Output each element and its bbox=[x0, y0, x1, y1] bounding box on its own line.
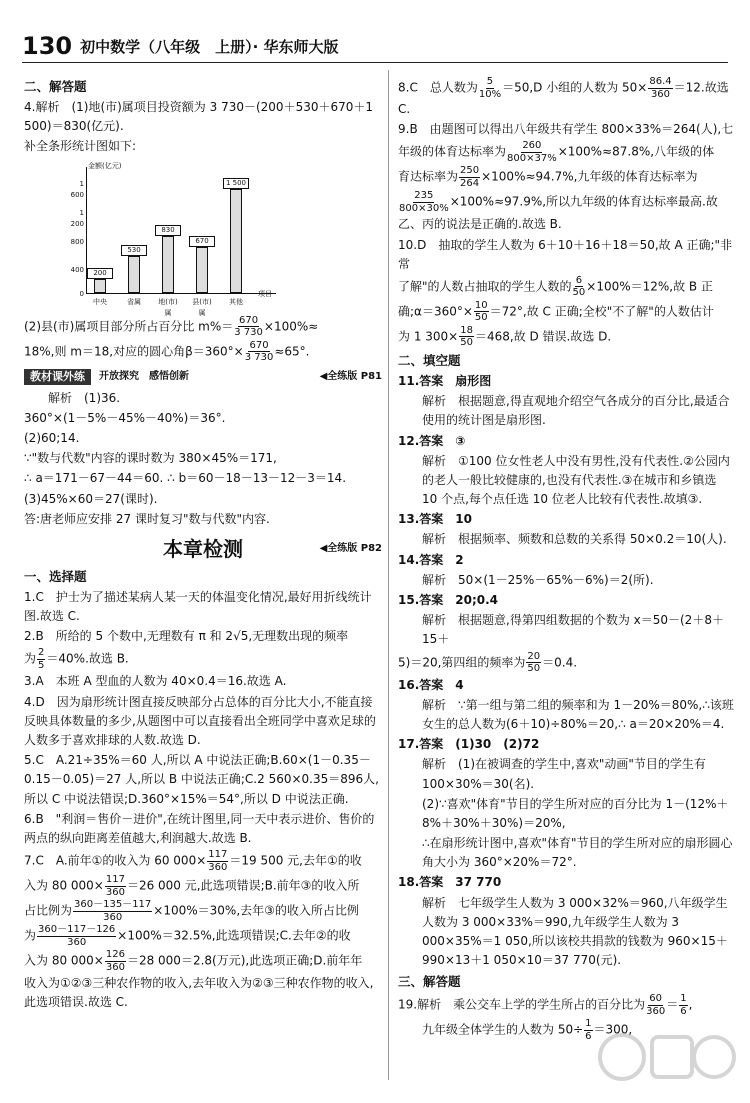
fraction: $\frac{18}{50}$ bbox=[460, 324, 473, 349]
q16-answer: 16.答案 4 bbox=[398, 677, 464, 692]
q4-chart-intro: 补全条形统计图如下: bbox=[24, 139, 137, 154]
banner-text: 开放探究 感悟创新 bbox=[99, 370, 189, 382]
q17-explain: ∴在扇形统计图中,喜欢"体育"节目的学生所对应的扇形圆心角大小为 360°×20%＝72°. bbox=[422, 836, 733, 870]
q13-answer: 13.答案 10 bbox=[398, 512, 472, 527]
q17-answer: 17.答案 (1)30 (2)72 bbox=[398, 737, 540, 752]
fraction: $\frac{5}{10\%}$ bbox=[478, 76, 502, 100]
fraction: $\frac{10}{50}$ bbox=[474, 299, 488, 324]
y-tick: 1 600 bbox=[70, 179, 84, 199]
q7-line3: 占比例为 $\frac{360-135-117}{360}$ ×100%＝30%,去年③的收入所占比例 bbox=[24, 899, 359, 923]
chart-bar bbox=[162, 236, 174, 293]
page-header bbox=[22, 30, 732, 60]
bar-chart bbox=[64, 161, 284, 317]
section-heading: 二、解答题 bbox=[24, 79, 87, 94]
q13-explain: 解析 根据频率、频数和总数的关系得 50×0.2＝10(人). bbox=[422, 532, 727, 547]
x-tick-label: 其他 bbox=[229, 297, 243, 306]
bar-value-label: 1 500 bbox=[223, 178, 249, 189]
watermark-logo bbox=[592, 1027, 742, 1097]
book-title: 初中数学（八年级 上册）· 华东师大版 bbox=[80, 38, 339, 56]
q6: 6.B "利润＝售价－进价",在统计图里,同一天中表示进价、售价的两点的纵向距离差值越大,利润越大.故选 B. bbox=[24, 811, 375, 845]
section-heading: 二、填空题 bbox=[398, 352, 461, 368]
fraction: $\frac{1}{6}$ bbox=[680, 993, 687, 1017]
q12-answer: 12.答案 ③ bbox=[398, 433, 466, 448]
banner-ref: ◀全练版 P81 bbox=[319, 370, 382, 382]
fraction: $\frac{235}{800\times 30\%}$ bbox=[399, 190, 449, 214]
y-tick: 400 bbox=[70, 265, 84, 274]
q14-explain: 解析 50×(1－25%－65%－6%)＝2(所). bbox=[422, 572, 654, 587]
chapter-title: 本章检测 ◀全练版 P82 bbox=[163, 536, 382, 561]
chart-bar bbox=[196, 247, 208, 293]
x-tick-label: 省属 bbox=[127, 297, 141, 306]
answer-line: ∴ a＝171－67－44＝60. ∴ b＝60－18－13－12－3＝14. bbox=[24, 471, 347, 486]
q19-line2: 九年级全体学生的人数为 50÷ $\frac{1}{6}$ ＝300, bbox=[422, 1018, 633, 1042]
fraction: $\frac{6}{50}$ bbox=[572, 274, 586, 299]
fraction: $\frac{60}{360}$ bbox=[646, 993, 666, 1017]
q2: 2.B 所给的 5 个数中,无理数有 π 和 2√5,无理数出现的频率 bbox=[24, 629, 349, 644]
q17-explain: 解析 (1)在被调查的学生中,喜欢"动画"节目的学生有 100×30%＝30(名). bbox=[422, 757, 706, 791]
q4-part2: (2)县(市)属项目部分所占百分比 m%＝ $\frac{670}{3 730}$ ×100%≈ bbox=[24, 314, 319, 339]
q11-answer: 11.答案 扇形图 bbox=[398, 373, 492, 388]
q5: 5.C A.21÷35%＝60 人,所以 A 中说法正确;B.60×(1－0.35－0.15－0.05)＝27 人,所以 B 中说法正确;C.2 560×0.35＝896人,所以 C 中说法错误;D.360°×15%＝54°,所以 D 中说法正确. bbox=[24, 753, 379, 806]
fraction: $\frac{117}{360}$ bbox=[208, 849, 228, 873]
section-heading: 三、解答题 bbox=[398, 974, 461, 990]
q9-line1: 9.B 由题图可以得出八年级共有学生 800×33%＝264(人),七 bbox=[398, 122, 734, 137]
q4-part3: 18%,则 m＝18,对应的圆心角β＝360°× $\frac{670}{3 730}$ ≈65°. bbox=[24, 339, 310, 364]
chart-ylabel: 金额(亿元) bbox=[88, 161, 122, 170]
q8: 8.C 总人数为 $\frac{5}{10\%}$ ＝50,D 小组的人数为 50× $\frac{86.4}{360}$ ＝12.故选 C. bbox=[398, 76, 729, 116]
fraction: $\frac{250}{264}$ bbox=[460, 165, 480, 189]
banner-tag: 教材课外练 bbox=[24, 369, 91, 385]
chart-bar bbox=[230, 189, 242, 292]
x-tick-label: 中央 bbox=[93, 297, 107, 306]
fraction: $\frac{2}{5}$ bbox=[38, 647, 45, 671]
fraction: $\frac{86.4}{360}$ bbox=[649, 76, 672, 100]
q14-answer: 14.答案 2 bbox=[398, 552, 464, 567]
q7-line2: 入为 80 000× $\frac{117}{360}$ ＝26 000 元,此选项错误;B.前年③的收入所 bbox=[24, 874, 360, 898]
page-number: 130 bbox=[22, 32, 73, 60]
q4: 4.D 因为扇形统计图直接反映部分占总体的百分比大小,不能直接反映具体数量的多少,从题图中可以直接看出全班同学中喜欢足球的人数多于喜欢排球的人数.故选 D. bbox=[24, 694, 376, 747]
answer-line: (3)45%×60＝27(课时). bbox=[24, 491, 158, 506]
y-tick: 1 200 bbox=[70, 208, 84, 228]
y-tick: 800 bbox=[70, 237, 84, 246]
fraction: $\frac{117}{360}$ bbox=[105, 874, 125, 898]
bar-value-label: 530 bbox=[121, 245, 147, 256]
q7-line6: 收入为①②③三种农作物的收入,去年收入为②③三种农作物的收入,此选项错误.故选 C. bbox=[24, 976, 374, 1010]
section-heading: 一、选择题 bbox=[24, 568, 87, 584]
x-tick-label: 县(市)属 bbox=[192, 297, 212, 317]
q4-part1: 4.解析 (1)地(市)属项目投资额为 3 730－(200＋530＋670＋1 500)＝830(亿元). bbox=[24, 100, 374, 134]
fraction: $\frac{670}{3 730}$ bbox=[234, 314, 263, 339]
q9-line3: 育达标率为 $\frac{250}{264}$ ×100%≈94.7%,九年级的体育达标率为 bbox=[398, 165, 698, 189]
q15-answer: 15.答案 20;0.4 bbox=[398, 593, 499, 607]
fraction: $\frac{360-117-126}{360}$ bbox=[38, 924, 116, 948]
q2-cont: 为 $\frac{2}{5}$ ＝40%.故选 B. bbox=[24, 647, 129, 671]
header-rule bbox=[22, 62, 728, 63]
q15-explain-cont: 5)＝20,第四组的频率为 $\frac{20}{50}$ ＝0.4. bbox=[398, 650, 578, 675]
right-column bbox=[398, 75, 734, 1042]
q18-explain: 解析 七年级学生人数为 3 000×32%＝960,八年级学生人数为 3 000×33%＝990,九年级学生人数为 3 000×35%＝1 050,所以该校共捐款的钱数为 960×15＋990×13＋1 050×10＝37 770(元). bbox=[422, 895, 728, 968]
q15-explain: 解析 根据题意,得第四组数据的个数为 x＝50－(2＋8＋15＋ bbox=[422, 613, 724, 647]
q10-line4: 为 1 300× $\frac{18}{50}$ ＝468,故 D 错误.故选 D. bbox=[398, 324, 612, 349]
fraction: $\frac{260}{800\times 37\%}$ bbox=[507, 140, 557, 164]
fraction: $\frac{670}{3 730}$ bbox=[244, 339, 274, 364]
fraction: $\frac{20}{50}$ bbox=[527, 650, 541, 675]
q7-line1: 7.C A.前年①的收入为 60 000× $\frac{117}{360}$ ＝19 500 元,去年①的收 bbox=[24, 849, 362, 873]
q9-line4: $\frac{235}{800\times 30\%}$ ×100%≈97.9%,所以九年级的体育达标率最高.故 bbox=[399, 190, 718, 214]
q1: 1.C 护士为了描述某病人某一天的体温变化情况,最好用折线统计图.故选 C. bbox=[24, 589, 372, 624]
q18-answer: 18.答案 37 770 bbox=[398, 875, 502, 890]
q12-explain: 解析 ①100 位女性老人中没有男性,没有代表性.②公园内的老人一般比较健康的,也没有代表性.③在城市和乡镇选 10 个点,每个点任选 10 位老人比较有代表性.故填③. bbox=[422, 453, 730, 507]
q9-line5: 乙、丙的说法是正确的.故选 B. bbox=[398, 217, 562, 232]
column-divider bbox=[388, 70, 389, 1080]
y-tick: 0 bbox=[79, 289, 84, 298]
answer-line: 答:唐老师应安排 27 课时复习"数与代数"内容. bbox=[24, 511, 270, 526]
fraction: $\frac{360-135-117}{360}$ bbox=[74, 899, 152, 923]
answer-line: ∵"数与代数"内容的课时数为 380×45%＝171, bbox=[24, 451, 277, 466]
fraction: $\frac{1}{6}$ bbox=[585, 1018, 592, 1042]
x-tick-label: 地(市)属 bbox=[158, 297, 178, 317]
q10-line2: 了解"的人数占抽取的学生人数的 $\frac{6}{50}$ ×100%＝12%,故 B 正 bbox=[398, 274, 713, 299]
bar-value-label: 200 bbox=[87, 268, 113, 279]
bar-value-label: 830 bbox=[155, 225, 181, 236]
q17-explain: (2)∵喜欢"体育"节目的学生所对应的百分比为 1－(12%＋8%＋30%＋30%)＝20%, bbox=[422, 796, 729, 830]
q9-line2: 年级的体育达标率为 $\frac{260}{800\times 37\%}$ ×100%≈87.8%,八年级的体 bbox=[398, 140, 715, 164]
chart-xlabel: 项目 bbox=[258, 289, 272, 298]
left-column bbox=[24, 75, 382, 1013]
q10-line3: 确;α＝360°× $\frac{10}{50}$ ＝72°,故 C 正确;全校"不了解"的人数估计 bbox=[398, 299, 714, 324]
answer-line: 360°×(1－5%－45%－40%)＝36°. bbox=[24, 410, 226, 425]
chart-bar bbox=[128, 256, 140, 292]
q3: 3.A 本班 A 型血的人数为 40×0.4＝16.故选 A. bbox=[24, 674, 287, 689]
chart-x-axis bbox=[86, 293, 276, 294]
section-banner bbox=[24, 368, 382, 386]
q7-line4: 为 $\frac{360-117-126}{360}$ ×100%＝32.5%,此选项错误;C.去年②的收 bbox=[24, 924, 351, 948]
q10-line1: 10.D 抽取的学生人数为 6＋10＋16＋18＝50,故 A 正确;"非常 bbox=[398, 237, 733, 271]
q7-line5: 入为 80 000× $\frac{126}{360}$ ＝28 000＝2.8(万元),此选项正确;D.前年年 bbox=[24, 949, 363, 973]
answer-line: (2)60;14. bbox=[24, 430, 80, 445]
q19-line1: 19.解析 乘公交车上学的学生所占的百分比为 $\frac{60}{360}$ ＝ $\frac{1}{6}$ , bbox=[398, 993, 693, 1017]
q16-explain: 解析 ∵第一组与第二组的频率和为 1－20%＝80%,∴该班女生的总人数为(6＋10)÷80%＝20,∴ a＝20×20%＝4. bbox=[422, 697, 734, 731]
answer-line: 解析 (1)36. bbox=[48, 390, 121, 405]
bar-value-label: 670 bbox=[189, 236, 215, 247]
q11-explain: 解析 根据题意,得直观地介绍空气各成分的百分比,最适合使用的统计图是扇形图. bbox=[422, 394, 730, 428]
chapter-ref: ◀全练版 P82 bbox=[319, 542, 382, 554]
chart-bar bbox=[94, 279, 106, 293]
fraction: $\frac{126}{360}$ bbox=[105, 949, 125, 973]
